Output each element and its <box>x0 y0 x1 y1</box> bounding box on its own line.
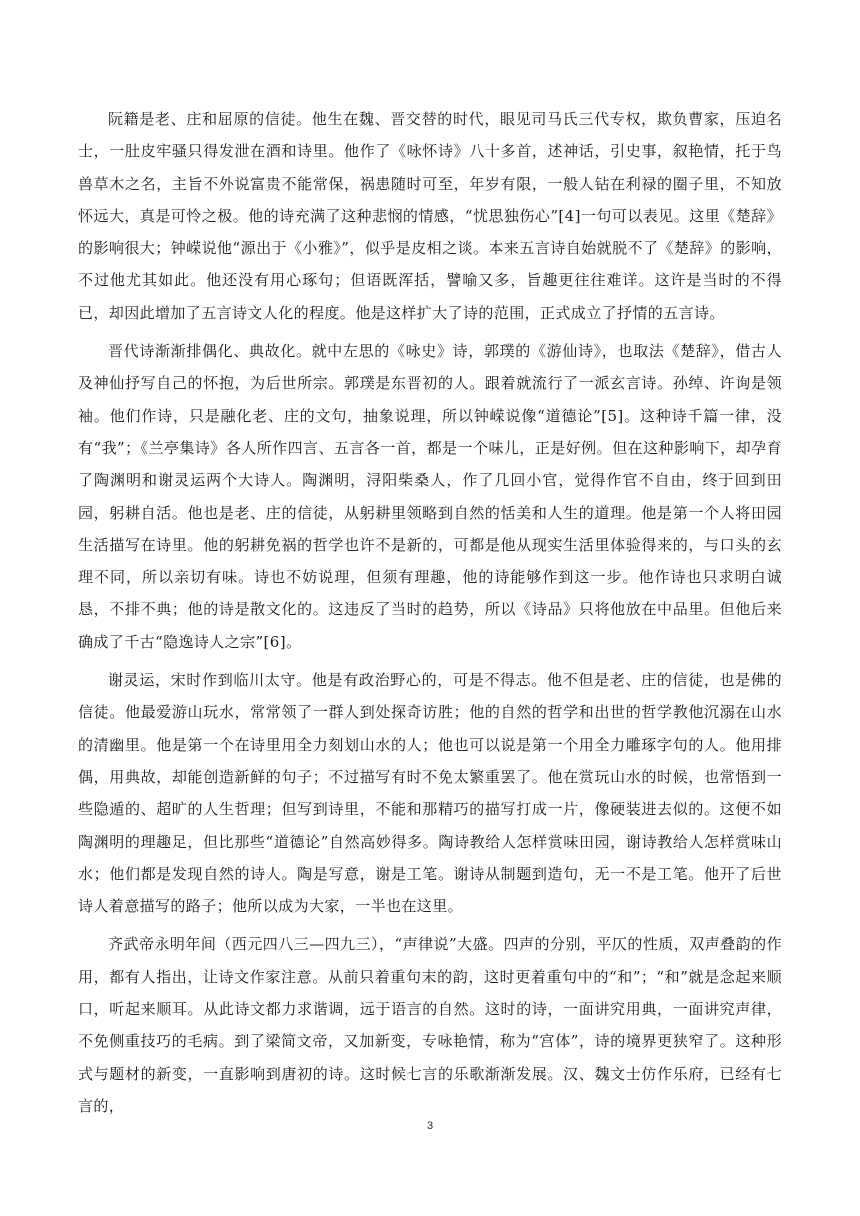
paragraph-ruan-ji: 阮籍是老、庄和屈原的信徒。他生在魏、晋交替的时代，眼见司马氏三代专权，欺负曹家，压迫名士，一肚皮牢骚只得发泄在酒和诗里。他作了《咏怀诗》八十多首，述神话，引史事，叙艳情，托于鸟兽草木之名，主旨不外说富贵不能常保，祸患随时可至，年岁有限，一般人钻在利禄的圈子里，不知放怀远大，真是可怜之极。他的诗充满了这种悲悯的情感，“忧思独伤心”[4]一句可以表见。这里《楚辞》的影响很大；钟嵘说他“源出于《小雅》”，似乎是皮相之谈。本来五言诗自始就脱不了《楚辞》的影响，不过他尤其如此。他还没有用心琢句；但语既浑括，譬喻又多，旨趣更往往难详。这许是当时的不得已，却因此增加了五言诗文人化的程度。他是这样扩大了诗的范围，正式成立了抒情的五言诗。 <box>78 110 782 322</box>
paragraph-jin-poetry: 晋代诗渐渐排偶化、典故化。就中左思的《咏史》诗，郭璞的《游仙诗》，也取法《楚辞》，借古人及神仙抒写自己的怀抱，为后世所宗。郭璞是东晋初的人。跟着就流行了一派玄言诗。孙绰、许询是领袖。他们作诗，只是融化老、庄的文句，抽象说理，所以钟嵘说像“道德论”[5]。这种诗千篇一律，没有“我”；《兰亭集诗》各人所作四言、五言各一首，都是一个味儿，正是好例。但在这种影响下，却孕育了陶渊明和谢灵运两个大诗人。陶渊明，浔阳柴桑人，作了几回小官，觉得作官不自由，终于回到田园，躬耕自活。他也是老、庄的信徒，从躬耕里领略到自然的恬美和人生的道理。他是第一个人将田园生活描写在诗里。他的躬耕免祸的哲学也许不是新的，可都是他从现实生活里体验得来的，与口头的玄理不同，所以亲切有味。诗也不妨说理，但须有理趣，他的诗能够作到这一步。他作诗也只求明白诚恳，不排不典；他的诗是散文化的。这违反了当时的趋势，所以《诗品》只将他放在中品里。但他后来确成了千古“隐逸诗人之宗”[6]。 <box>78 342 782 651</box>
paragraph-yongming-tonal: 齐武帝永明年间（西元四八三—四九三），“声律说”大盛。四声的分别，平仄的性质，双声叠韵的作用，都有人指出，让诗文作家注意。从前只着重句末的韵，这时更着重句中的“和”；“和”就是念起来顺口，听起来顺耳。从此诗文都力求谐调，远于语言的自然。这时的诗，一面讲究用典，一面讲究声律，不免侧重技巧的毛病。到了梁简文帝，又加新变，专咏艳情，称为“宫体”，诗的境界更狭窄了。这种形式与题材的新变，一直影响到唐初的诗。这时候七言的乐歌渐渐发展。汉、魏文士仿作乐府，已经有七言的， <box>78 935 782 1115</box>
document-body <box>78 103 782 1128</box>
paragraph-xie-lingyun: 谢灵运，宋时作到临川太守。他是有政治野心的，可是不得志。他不但是老、庄的信徒，也是佛的信徒。他最爱游山玩水，常常领了一群人到处探奇访胜；他的自然的哲学和出世的哲学教他沉溺在山水的清幽里。他是第一个在诗里用全力刻划山水的人；他也可以说是第一个用全力雕琢字句的人。他用排偶，用典故，却能创造新鲜的句子；不过描写有时不免太繁重罢了。他在赏玩山水的时候，也常悟到一些隐遁的、超旷的人生哲理；但写到诗里，不能和那精巧的描写打成一片，像硬装进去似的。这便不如陶渊明的理趣足，但比那些“道德论”自然高妙得多。陶诗教给人怎样赏味田园，谢诗教给人怎样赏味山水；他们都是发现自然的诗人。陶是写意，谢是工笔。谢诗从制题到造句，无一不是工笔。他开了后世诗人着意描写的路子；他所以成为大家，一半也在这里。 <box>78 671 782 916</box>
page-number: 3 <box>426 1120 434 1132</box>
